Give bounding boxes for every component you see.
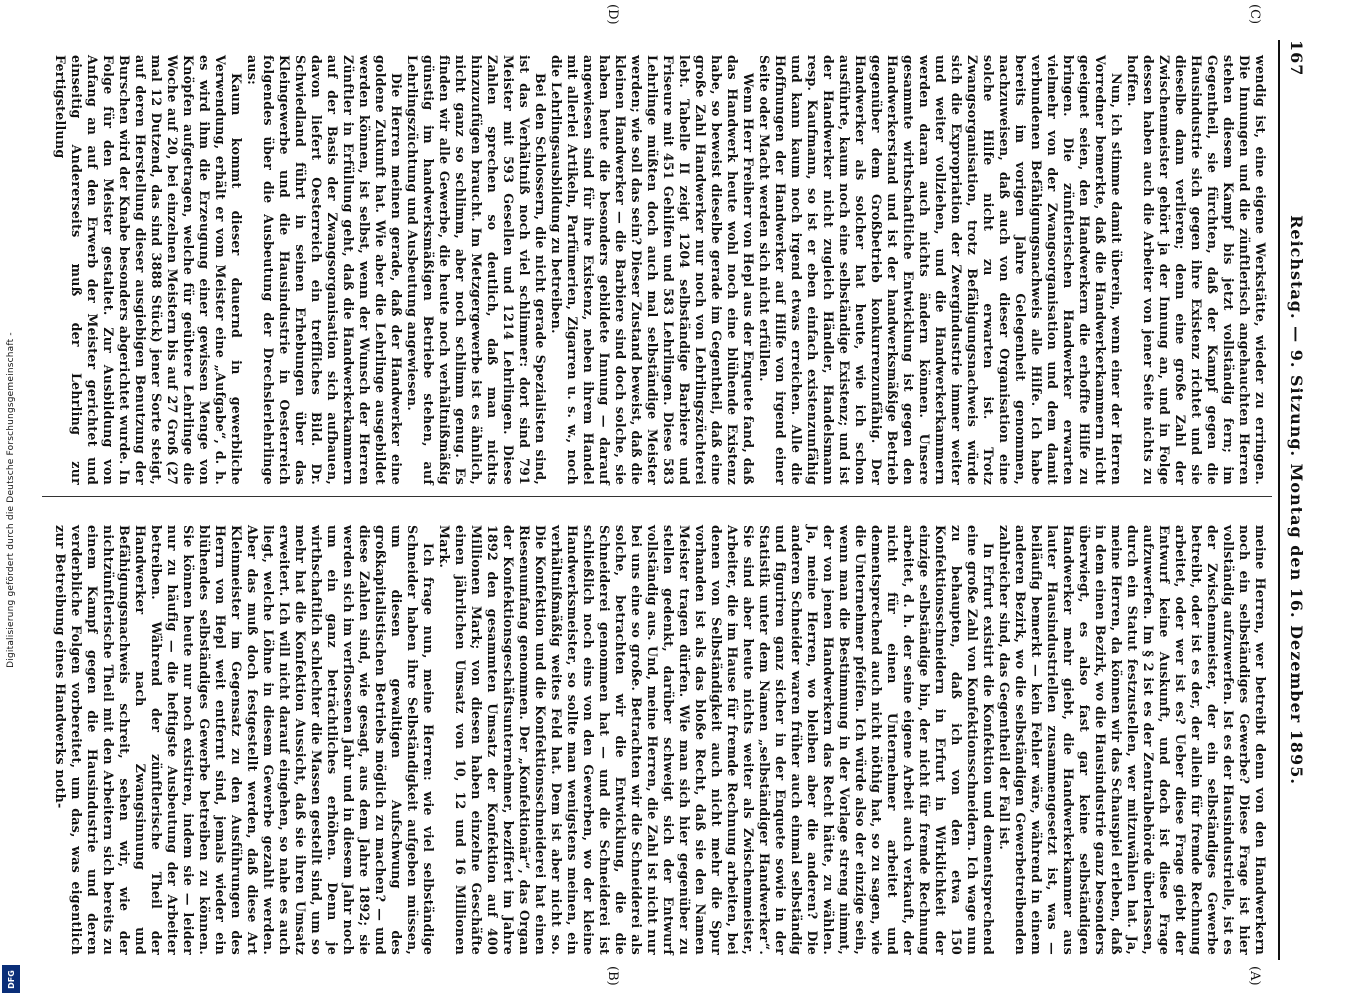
page-number: 167: [1287, 40, 1306, 77]
text-column-left: [53, 55, 1268, 485]
paragraph: Wenn Herr Freiherr von Hepl aus der Enquete fand, daß das Handwerk heute wohl noch eine blühende Existenz habe, so beweist dieselbe gerade im Gegentheil, daß eine große Zahl Handwerker nur noch von Lehrlingszüchterei lebt. Tabelle II zeigt 1204 selbständige Barbiere und Friseure mit 451 Gehilfen und 583 Lehrlingen. Diese 583 Lehrlinge müßten doch auch mal selbständige Meister werden; wie soll das sein? Dieser Zustand beweist, daß die kleinen Handwerker — die Barbiere sind doch solche, sie haben heute die besonders gebildete Innung — darauf angewiesen sind für ihre Existenz, neben ihrem Handel mit allerlei Artikeln, Parfümerien, Zigarren u. s. w., noch die Lehrlingsausbildung zu betreiben.: [549, 55, 756, 485]
paragraph: wendig ist, eine eigene Werkstätte, wieder zu erringen. Die Innungen und die zünftlerisch angehauchten Herren stehen diesem Kampf bis jetzt vollständig fern; im Gegentheil, sie fürchten, daß der Kampf gegen die Hausindustrie sich gegen ihre Existenz richtet und sie dieselbe dann verlieren; denn eine große Zahl der Zwischenmeister gehört ja der Innung an, und in Folge dessen haben auch die Arbeiter von jener Seite nichts zu hoffen.: [1125, 55, 1268, 485]
paragraph: Die Herren meinen gerade, daß der Handwerker eine goldene Zukunft hat. Wie aber die Lehrlinge ausgebildet werden können, ist selbst, wenn der Wunsch der Herren Zünftler in Erfüllung geht, daß die Handwerkerkammern auf der Basis der Zwangsorganisation sich aufbauen, davon liefert Oesterreich ein treffliches Bild. Dr. Schwiedland führt in seinen Erhebungen über das Kleingewerbe und die Hausindustrie in Oesterreich folgendes über die Ausbeutung der Drechslerlehrlinge aus:: [245, 55, 404, 485]
paragraph: In Erfurt existirt die Konfektion und dementsprechend eine große Zahl von Konfektionsschneidern. Ich wage nun zu behaupten, daß ich von den etwa 150 Konfektionsschneidern in Erfurt in Wirklichkeit der einzige selbständige bin, der nicht für fremde Rechnung arbeitet, d. h. der seine eigene Arbeit auch verkauft, der nicht für einen Unternehmer arbeitet und dementsprechend auch nicht nöthig hat, so zu sagen, wie die Unternehmer pfeifen. Ich würde also der einzige sein, wenn man die Bestimmung in der Vorlage streng nimmt, der von jenen Handwerkern das Recht hätte, zu wählen. Ja, meine Herren, wo bleiben aber die anderen? Die anderen Schneider waren früher auch einmal selbständig und figuriren ganz sicher in der Enquete sowie in der Statistik unter dem Namen „selbständiger Handwerker“. Sie sind aber heute nichts weiter als Zwischenmeister, Arbeiter, die im Hause für fremde Rechnung arbeiten, bei denen von Selbständigkeit auch nicht mehr die Spur vorhanden ist als das bloße Recht, daß sie den Namen Meister tragen dürfen. Wie man sich hier gegenüber zu stellen gedenkt, darüber schweigt sich der Entwurf vollständig aus. Und, meine Herren, die Zahl ist nicht nur bei uns eine so große. Betrachten wir die Schneiderei als solche, betrachten wir die Entwicklung, die die Schneiderei genommen hat — und die Schneiderei ist schließlich noch eins von den Gewerben, wo der kleine Handwerksmeister, so sollte man wenigstens meinen, ein verhältnißmäßig weites Feld hat. Dem ist aber nicht so. Die Konfektion und die Konfektionsschneiderei hat einen Riesenumfang genommen. Der „Konfektionär“, das Organ der Konfektionsgeschäftsunternehmer, beziffert im Jahre 1892 den gesammten Umsatz der Konfektion auf 400 Millionen Mark; von diesen haben einzelne Geschäfte einen jährlichen Umsatz von 10, 12 und 16 Millionen Mark.: [437, 525, 996, 955]
margin-marker-d: (D): [605, 4, 620, 25]
dfg-logo-text: DFG: [6, 969, 16, 989]
dfg-logo: [2, 965, 20, 993]
quote-paragraph: Kaum kommt dieser dauernd in gewerbliche Verwendung, erhält er vom Meister eine „Aufgabe“, d. h. es wird ihm die Erzeugung einer gewissen Menge von Knöpfen aufgetragen, welche für geübtere Lehrlinge die Woche auf 20, bei einzelnen Meistern bis auf 27 Groß (27 mal 12 Dutzend, das sind 3888 Stück) jener Sorte steigt, auf deren Herstellung dieser ausgiebigen Benutzung der Burschen wird der Knabe besonders abgerichtet wurde. In Folge für den Meister gestaltet. Zur Ausbildung von Anfang an auf den Erwerb der Meister gerichtet und einseitig Andererseits muß der Lehrling zur Fertigstellung: [53, 55, 244, 485]
paragraph: Bei den Schlossern, die nicht gerade Spezialisten sind, ist das Verhältniß noch viel schlimmer: dort sind 791 Meister mit 593 Gesellen und 1214 Lehrlingen. Diese Zahlen sprechen so deutlich, daß man nichts hinzuzufügen braucht. Im Metzgergewerbe ist es ähnlich, nicht ganz so schlimm, aber noch schlimm genug. Es finden wir alle Gewerbe, die heute noch verhältnißmäßig günstig im handwerksmäßigen Betriebe stehen, auf Lehrlingszüchtung und Ausbeutung angewiesen.: [405, 55, 548, 485]
paragraph: Ich frage nun, meine Herren: wie viel selbständige Schneider haben ihre Selbständigkeit aufgeben müssen, um diesen gewaltigen Aufschwung des großkapitalistischen Betriebs möglich zu machen? — und diese Zahlen sind, wie gesagt, aus dem Jahre 1892; sie werden sich im verflossenen Jahr und in diesem Jahr noch um ein ganz beträchtliches erhöhen. Denn je wirthschaftlich schlechter die Massen gestellt sind, um so mehr hat die Konfektion Aussicht, daß sie ihren Umsatz erweitert. Ich will nicht darauf eingehen, so nahe es auch liegt, welche Löhne in diesem Gewerbe gezahlt werden. Aber das muß doch festgestellt werden, daß diese Art Kleinmeister im Gegensatz zu den Ausführungen des Herrn von Hepl weit entfernt sind, jemals wieder ein blühendes selbständiges Gewerbe betreiben zu können. Sie können heute nur noch existiren, indem sie — leider nur zu häufig — die heftigste Ausbeutung der Arbeiter betreiben. Während der zünftlerische Theil der Handwerker nach Zwangsinnung und Befähigungsnachweis schreit, sehen wir, wie der nichtzünftlerische Theil mit den Arbeitern sich bereits zu einem Kampf gegen die Hausindustrie und deren verderbliche Folgen vorbereitet, um das, was eigentlich zur Betreibung eines Handwerks noth-: [53, 525, 436, 955]
margin-marker-c: (C): [1247, 4, 1262, 25]
running-title: Reichstag. — 9. Sitzung. Montag den 16. Dezember 1895.: [1287, 215, 1306, 785]
margin-marker-b: (B): [605, 966, 620, 986]
digitization-credit-text: Digitalisierung gefördert durch die Deutsche Forschungsgemeinschaft -: [6, 332, 16, 668]
text-column-right: [53, 525, 1268, 955]
margin-marker-a: (A): [1247, 966, 1262, 986]
paragraph: meine Herren, wer betreibt denn von den Handwerkern noch ein selbständiges Gewerbe? Diese Frage ist hier vollständig aufzuwerfen. Ist es der Hausindustrielle, ist es der Zwischenmeister, der ein selbständiges Gewerbe betreibt, oder ist es der, der allein für fremde Rechnung arbeitet, oder wer ist es? Ueber diese Frage giebt der Entwurf keine Auskunft, und doch ist diese Frage aufzuwerfen. Im § 2 ist es der Zentralbehörde überlassen, durch ein Statut festzustellen, wer mitzuwählen hat. Ja, meine Herren, da können wir das Schauspiel erleben, daß in dem einen Bezirk, wo die Hausindustrie ganz besonders überwiegt, es also fast gar keine selbständigen Handwerker mehr giebt, die Handwerkerkammer aus lauter Hausindustriellen zusammengesetzt ist, was — beiläufig bemerkt — kein Fehler wäre, während in einem anderen Bezirk, wo die selbständigen Gewerbetreibenden zahlreicher sind, das Gegentheil der Fall ist.: [997, 525, 1268, 955]
digitization-credit-strip: [0, 0, 22, 1000]
scanned-page: [30, 0, 1320, 1000]
header-rule: [1278, 40, 1280, 960]
page-header: [1282, 40, 1310, 960]
column-divider: [42, 496, 1272, 497]
paragraph: Nun, ich stimme damit überein, wenn einer der Herren Vorredner bemerkte, daß die Handwerkerkammern nicht geeignet seien, den Handwerkern die erhoffte Hilfe zu bringen. Die zünftlerischen Handwerker erwarten vielmehr von der Zwangsorganisation und dem damit verbundenen Befähigungsnachweis alle Hilfe. Ich habe bereits im vorigen Jahre Gelegenheit genommen, nachzuweisen, daß auch von dieser Organisation eine solche Hilfe nicht zu erwarten ist. Trotz Zwangsorganisation, trotz Befähigungsnachweis würde sich die Expropriation der Zwergindustrie immer weiter und weiter vollziehen, und die Handwerkerkammern werden daran auch nichts ändern können. Unsere gesammte wirthschaftliche Entwicklung ist gegen den Handwerkerstand und ist der handwerksmäßige Betrieb gegenüber dem Großbetrieb konkurrenzunfähig. Der Handwerker als solcher hat heute, wie ich schon ausführte, kaum noch eine selbständige Existenz; und ist der Handwerker nicht zugleich Händler, Handelsmann resp. Kaufmann, so ist er eben einfach existenzunfähig und kann kaum noch irgend etwas erreichen. Alle die Hoffnungen der Handwerker auf Hilfe von irgend einer Seite oder Macht werden sich nicht erfüllen.: [757, 55, 1124, 485]
